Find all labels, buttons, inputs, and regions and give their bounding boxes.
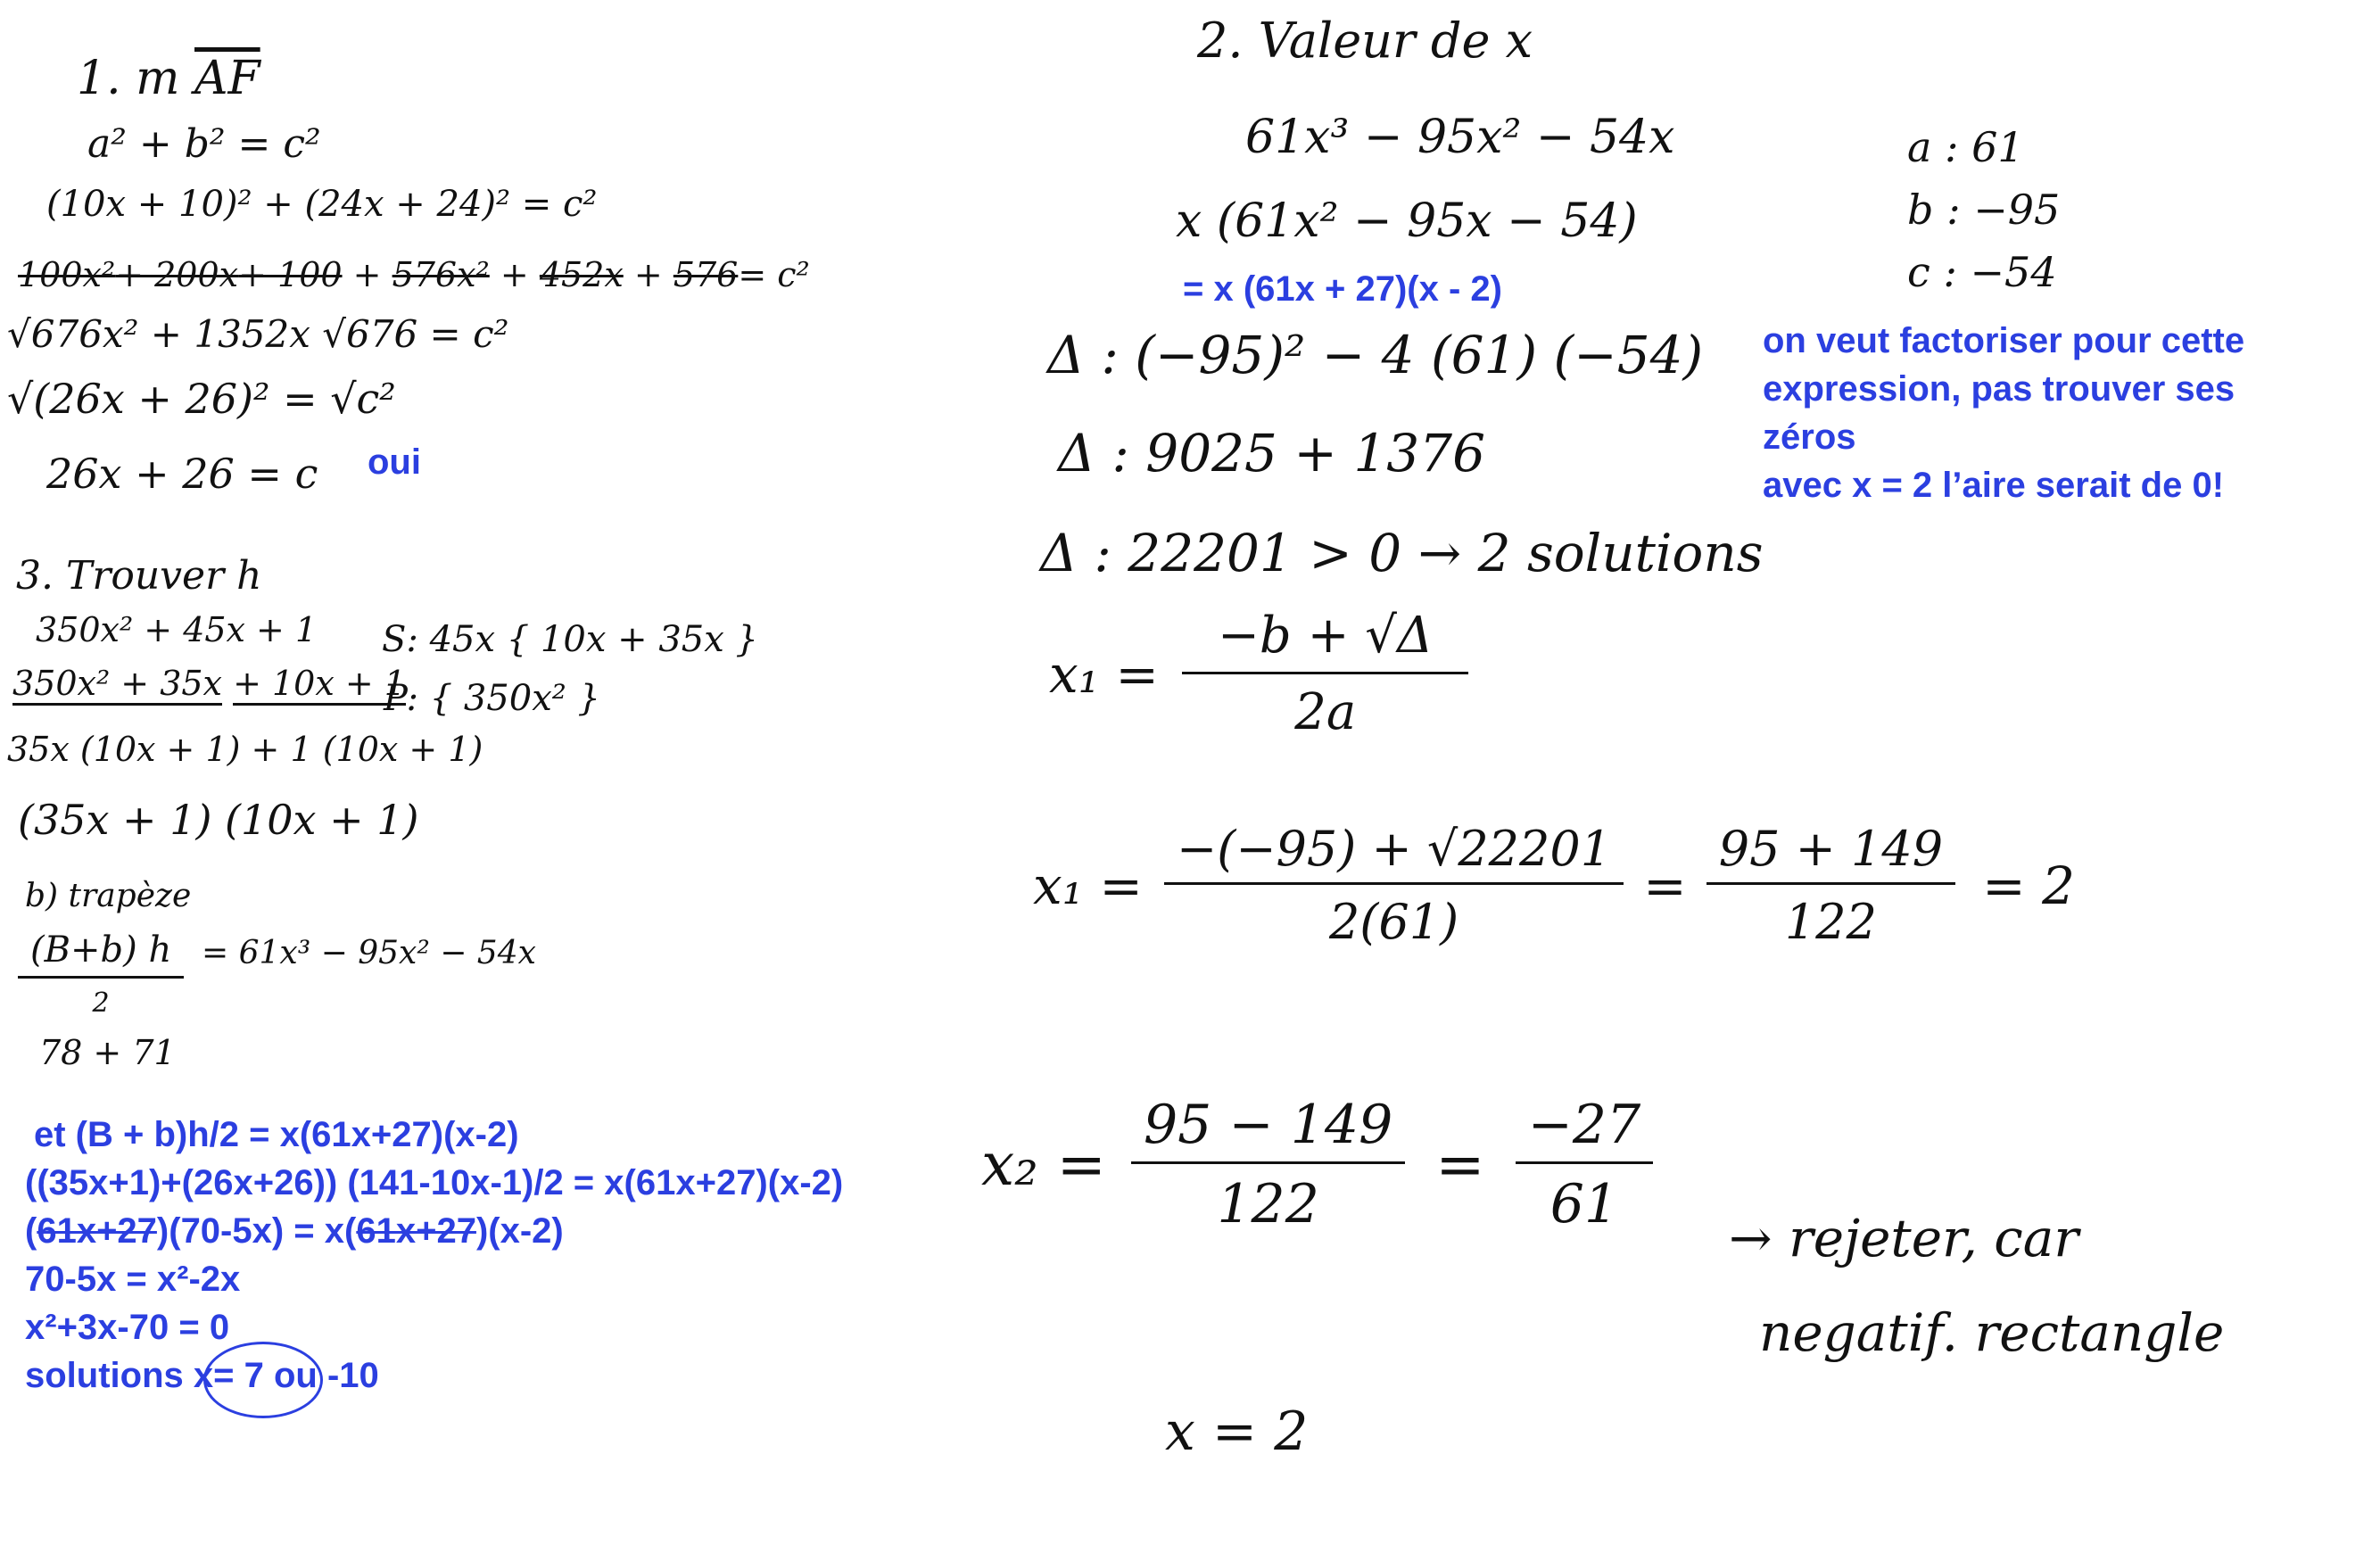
crossed-plus-2: + [500, 255, 529, 294]
x2-negative-fraction [1516, 1094, 1654, 1235]
coefficient-a: a : 61 [1907, 123, 2024, 171]
q1-line-pythagoras: a² + b² = c² [87, 121, 321, 167]
q1-heading [77, 52, 260, 105]
crossed-term-3: + 100 [238, 255, 343, 294]
q1-line-roots: √676x² + 1352x √676 = c² [7, 312, 509, 356]
q3-b-heading: b) trapèze [25, 878, 192, 914]
x2-negative-denominator: 61 [1549, 1173, 1619, 1235]
q3-heading: 3. Trouver h [16, 553, 262, 599]
teacher-line-6: solutions x= 7 ou -10 [25, 1356, 379, 1395]
x2-rejection-note-1: → rejeter, car [1729, 1208, 2079, 1268]
crossed-term-5: 452x [539, 255, 624, 294]
q3-line-extra: 78 + 71 [39, 1033, 176, 1072]
quadratic-denominator: 2a [1294, 683, 1357, 741]
q2-heading: 2. Valeur de x [1197, 12, 1533, 69]
x2-numerator: 95 − 149 [1131, 1094, 1405, 1164]
x2-equals: = [1435, 1130, 1485, 1199]
x1-calc-equals: = [1643, 855, 1687, 916]
q1-heading-number: 1. [77, 52, 121, 105]
teacher-line-2: ((35x+1)+(26x+26)) (141-10x-1)/2 = x(61x+27)(x-2) [25, 1163, 844, 1202]
q3-trapezoid-numerator: (B+b) h [18, 929, 184, 979]
q1-line-crossed [18, 255, 810, 294]
teacher-note-line-1: on veut factoriser pour cette [1763, 321, 2245, 360]
teacher-comment-oui: oui [368, 442, 421, 482]
x2-denominator: 122 [1217, 1173, 1319, 1235]
quadratic-numerator: −b + √Δ [1182, 607, 1468, 674]
x1-simplified-denominator: 122 [1784, 894, 1877, 950]
coefficient-c: c : −54 [1907, 248, 2057, 296]
teacher-line-4: 70-5x = x²-2x [25, 1260, 241, 1299]
x1-simplified-numerator: 95 + 149 [1706, 821, 1955, 885]
teacher-factorisation: = x (61x + 27)(x - 2) [1183, 269, 1502, 309]
q1-heading-segment: $\overline{AF}$ [194, 52, 260, 105]
x1-label: x₁ = [1049, 643, 1159, 705]
q3-trapezoid-rhs: = 61x³ − 95x² − 54x [202, 935, 536, 971]
crossed-term-1: 100x² [18, 255, 116, 294]
q3-line-factored: (35x + 1) (10x + 1) [18, 796, 419, 844]
teacher-note-line-4: avec x = 2 l’aire serait de 0! [1763, 466, 2225, 505]
q1-line-substitution: (10x + 10)² + (24x + 24)² = c² [46, 184, 598, 225]
crossed-term-2: + 200x [115, 255, 239, 294]
final-answer: x = 2 [1165, 1400, 1309, 1463]
teacher-line-3-middle: )(70-5x) = x( [156, 1211, 357, 1251]
x2-fraction [1131, 1094, 1405, 1235]
x1-calc-fraction [1164, 821, 1624, 950]
teacher-line-1: et (B + b)h/2 = x(61x+27)(x-2) [34, 1115, 519, 1154]
crossed-plus-1: + [352, 255, 382, 294]
teacher-line-3-close: )(x-2) [475, 1211, 564, 1251]
crossed-term-4: 576x² [392, 255, 490, 294]
teacher-note-line-2: expression, pas trouver ses [1763, 369, 2235, 409]
delta-line-2: Δ : 9025 + 1376 [1058, 423, 1485, 483]
q3-split-group-2: + 10x + 1 [233, 664, 406, 706]
q2-expression: 61x³ − 95x² − 54x [1245, 111, 1675, 164]
q1-heading-letter: m [136, 52, 180, 105]
x1-calculation [1033, 821, 2075, 950]
teacher-line-3-cancel-1: 61x+27 [37, 1211, 157, 1251]
q2-expression-factored: x (61x² − 95x − 54) [1176, 194, 1638, 248]
quadratic-fraction [1182, 607, 1468, 741]
x1-calc-denominator: 2(61) [1328, 894, 1459, 950]
teacher-line-3 [25, 1211, 564, 1252]
q3-split-group-1: 350x² + 35x [12, 664, 222, 706]
x2-calculation [981, 1094, 1653, 1235]
x1-calc-label: x₁ = [1033, 855, 1143, 916]
x1-simplified-fraction [1706, 821, 1955, 950]
quadratic-formula [1049, 607, 1468, 741]
q3-sum-note: S: 45x { 10x + 35x } [382, 619, 758, 660]
coefficient-b: b : −95 [1907, 186, 2061, 234]
x2-rejection-note-2: negatif. rectangle [1759, 1302, 2225, 1363]
teacher-note-line-3: zéros [1763, 417, 1856, 457]
q3-line-grouping: 35x (10x + 1) + 1 (10x + 1) [7, 730, 483, 769]
teacher-line-3-open: ( [25, 1211, 37, 1251]
crossed-term-6: 576 [673, 255, 739, 294]
q1-line-square-root: √(26x + 26)² = √c² [7, 375, 396, 423]
x2-negative-numerator: −27 [1516, 1094, 1654, 1164]
q3-product-note: P: { 350x² } [384, 678, 600, 719]
q3-trapezoid-fraction [18, 929, 184, 1019]
delta-line-3: Δ : 22201 > 0 → 2 solutions [1040, 523, 1764, 583]
crossed-equals: = c² [738, 255, 810, 294]
teacher-line-3-cancel-2: 61x+27 [356, 1211, 476, 1251]
x1-calc-numerator: −(−95) + √22201 [1164, 821, 1624, 885]
x1-result: = 2 [1982, 855, 2076, 916]
teacher-line-5: x²+3x-70 = 0 [25, 1308, 230, 1347]
q3-trapezoid-denominator: 2 [92, 987, 110, 1019]
q1-line-result: 26x + 26 = c [46, 450, 318, 498]
x2-label: x₂ = [981, 1130, 1106, 1199]
delta-line-1: Δ : (−95)² − 4 (61) (−54) [1047, 325, 1704, 385]
crossed-plus-3: + [633, 255, 663, 294]
q3-line-trinomial: 350x² + 45x + 1 [36, 610, 318, 649]
q3-line-split [12, 664, 406, 703]
